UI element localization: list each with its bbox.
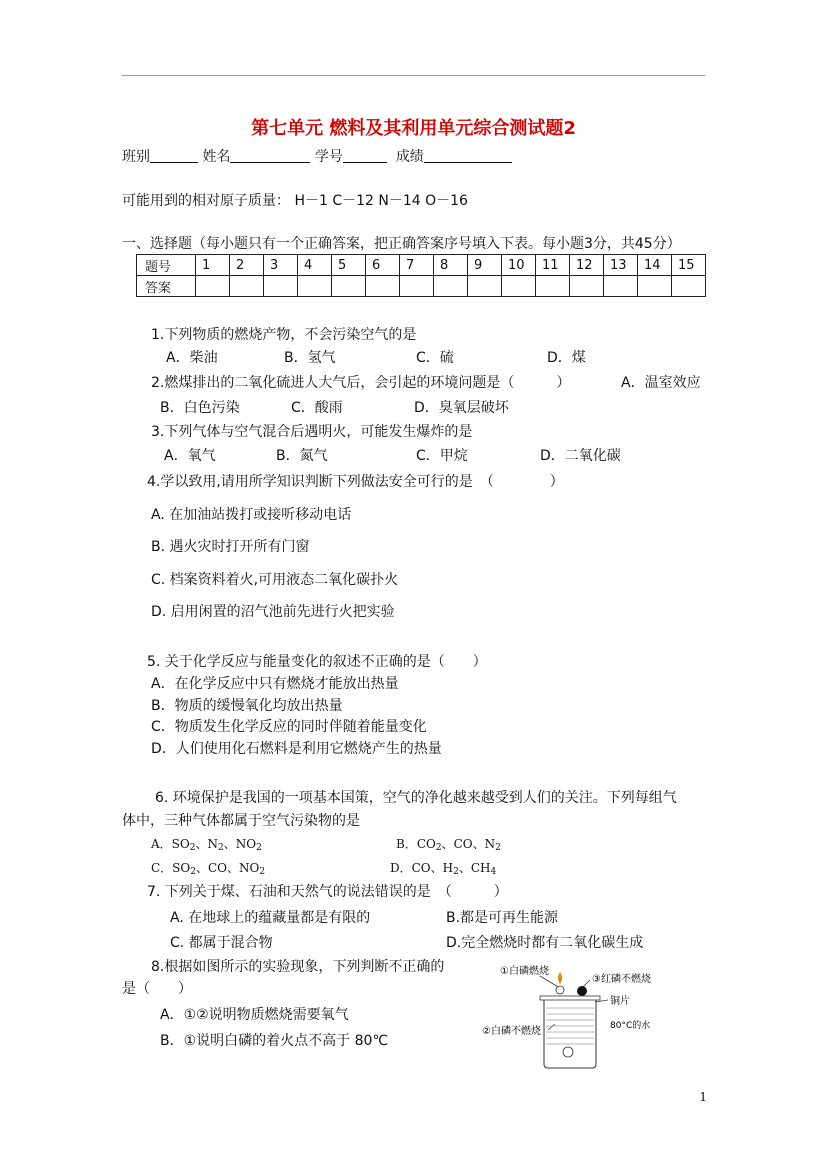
pointer-line xyxy=(548,1024,555,1030)
table-cell-number: 11 xyxy=(536,255,570,276)
q7-option-d: D.完全燃烧时都有二氧化碳生成 xyxy=(446,935,644,951)
name-label: 姓名 xyxy=(202,149,231,165)
white-phosphorus-burning xyxy=(556,986,564,994)
pointer-line xyxy=(540,976,560,988)
q7-option-b: B.都是可再生能源 xyxy=(446,910,559,926)
q6-option-a: A．$SO_2$、$N_2$、$NO_2$ xyxy=(151,837,262,853)
figure-copper-label: 铜片 xyxy=(610,996,630,1007)
q6-option-b: B．$CO_2$、CO、$N_2$ xyxy=(396,837,501,853)
score-label: 成绩 xyxy=(395,149,424,165)
name-blank[interactable] xyxy=(230,148,310,163)
answer-cell[interactable] xyxy=(570,276,604,297)
table-row-answers xyxy=(137,276,706,297)
figure-label-3: ③红磷不燃烧 xyxy=(592,974,651,985)
q4-option-d: D. 启用闲置的沼气池前先进行火把实验 xyxy=(151,604,395,620)
red-phosphorus xyxy=(577,986,587,996)
answer-cell[interactable] xyxy=(536,276,570,297)
score-blank[interactable] xyxy=(424,148,512,163)
answer-cell[interactable] xyxy=(366,276,400,297)
q8-option-b: B．①说明白磷的着火点不高于 80℃ xyxy=(160,1033,389,1049)
q7-option-a: A. 在地球上的蕴藏量都是有限的 xyxy=(170,910,371,926)
q8-stem-line1: 8.根据如图所示的实验现象，下列判断不正确的 xyxy=(151,959,445,975)
q7-option-c: C. 都属于混合物 xyxy=(170,935,273,951)
figure-label-2: ②白磷不燃烧 xyxy=(482,1026,541,1037)
q2-stem: 2.燃煤排出的二氧化硫进人大气后，会引起的环境问题是（ ） xyxy=(151,375,571,391)
header-rule xyxy=(122,75,705,76)
q6-stem-line1: 6. 环境保护是我国的一项基本国策，空气的净化越来越受到人们的关注。下列每组气 xyxy=(155,790,677,806)
q4-stem: 4.学以致用,请用所学知识判断下列做法安全可行的是 （ ） xyxy=(147,474,564,490)
water-lines xyxy=(546,1008,594,1044)
q4-option-a: A. 在加油站拨打或接听移动电话 xyxy=(151,507,352,523)
table-cell-number: 5 xyxy=(332,255,366,276)
table-cell-number: 12 xyxy=(570,255,604,276)
table-row-numbers xyxy=(137,255,706,276)
answer-cell[interactable] xyxy=(604,276,638,297)
table-header-answer: 答案 xyxy=(137,276,196,297)
q3-option-a: A．氧气 xyxy=(164,448,216,464)
table-cell-number: 3 xyxy=(264,255,298,276)
table-cell-number: 13 xyxy=(604,255,638,276)
q5-option-a: A．在化学反应中只有燃烧才能放出热量 xyxy=(151,676,399,692)
q2-option-a: A．温室效应 xyxy=(621,375,701,391)
answer-cell[interactable] xyxy=(264,276,298,297)
table-cell-number: 15 xyxy=(672,255,706,276)
table-cell-number: 7 xyxy=(400,255,434,276)
white-phosphorus-underwater xyxy=(563,1047,573,1057)
q1-option-d: D．煤 xyxy=(547,350,586,366)
atomic-masses: 可能用到的相对原子质量： H－1 C－12 N－14 O－16 xyxy=(122,193,468,209)
q4-option-b: B. 遇火灾时打开所有门窗 xyxy=(151,539,310,555)
q3-option-d: D．二氧化碳 xyxy=(540,448,621,464)
table-cell-number: 6 xyxy=(366,255,400,276)
page-title: 第七单元 燃料及其利用单元综合测试题2 xyxy=(251,118,576,139)
beaker xyxy=(544,1000,596,1068)
answer-table xyxy=(136,254,706,297)
q1-option-a: A．柴油 xyxy=(166,350,218,366)
figure-label-1: ①白磷燃烧 xyxy=(500,966,549,977)
q8-option-a: A．①②说明物质燃烧需要氧气 xyxy=(160,1007,349,1023)
q5-option-c: C．物质发生化学反应的同时伴随着能量变化 xyxy=(151,719,427,735)
q5-stem: 5. 关于化学反应与能量变化的叙述不正确的是（ ） xyxy=(147,654,487,670)
q2-option-b: B．白色污染 xyxy=(160,400,240,416)
table-cell-number: 2 xyxy=(230,255,264,276)
q7-stem: 7. 下列关于煤、石油和天然气的说法错误的是 （ ） xyxy=(147,884,508,900)
table-cell-number: 10 xyxy=(502,255,536,276)
answer-cell[interactable] xyxy=(434,276,468,297)
answer-cell[interactable] xyxy=(638,276,672,297)
q5-option-b: B．物质的缓慢氧化均放出热量 xyxy=(151,698,343,714)
experiment-figure xyxy=(480,960,700,1070)
answer-cell[interactable] xyxy=(332,276,366,297)
class-blank[interactable] xyxy=(150,148,198,163)
table-cell-number: 14 xyxy=(638,255,672,276)
answer-cell[interactable] xyxy=(196,276,230,297)
flame-icon xyxy=(558,972,562,984)
q1-stem: 1.下列物质的燃烧产物，不会污染空气的是 xyxy=(151,327,417,343)
figure-water-label: 80°C的水 xyxy=(610,1021,651,1031)
page-number: 1 xyxy=(699,1090,707,1104)
info-line xyxy=(122,146,512,166)
table-cell-number: 1 xyxy=(196,255,230,276)
id-label: 学号 xyxy=(314,149,343,165)
answer-cell[interactable] xyxy=(502,276,536,297)
table-cell-number: 9 xyxy=(468,255,502,276)
q2-option-c: C．酸雨 xyxy=(291,400,343,416)
table-cell-number: 8 xyxy=(434,255,468,276)
class-label: 班别 xyxy=(122,149,150,165)
q3-option-c: C．甲烷 xyxy=(416,448,468,464)
table-cell-number: 4 xyxy=(298,255,332,276)
answer-cell[interactable] xyxy=(230,276,264,297)
q3-option-b: B．氮气 xyxy=(276,448,328,464)
copper-plate xyxy=(540,996,600,1000)
q2-option-d: D．臭氧层破坏 xyxy=(414,400,509,416)
q1-option-c: C．硫 xyxy=(416,350,454,366)
q6-stem-line2: 体中，三种气体都属于空气污染物的是 xyxy=(122,813,360,829)
q6-option-c: C．$SO_2$、CO、$NO_2$ xyxy=(151,861,266,877)
table-header-number: 题号 xyxy=(137,255,196,276)
q4-option-c: C. 档案资料着火,可用液态二氧化碳扑火 xyxy=(151,572,399,588)
q6-option-d: D．CO、$H_2$、$CH_4$ xyxy=(390,861,497,877)
answer-cell[interactable] xyxy=(672,276,706,297)
q3-stem: 3.下列气体与空气混合后遇明火，可能发生爆炸的是 xyxy=(151,424,473,440)
q5-option-d: D．人们使用化石燃料是利用它燃烧产生的热量 xyxy=(151,741,442,757)
q1-option-b: B．氢气 xyxy=(284,350,336,366)
answer-cell[interactable] xyxy=(468,276,502,297)
answer-cell[interactable] xyxy=(298,276,332,297)
id-blank[interactable] xyxy=(343,148,387,163)
section1-heading: 一、选择题（每小题只有一个正确答案，把正确答案序号填入下表。每小题3分，共45分） xyxy=(122,236,681,252)
answer-cell[interactable] xyxy=(400,276,434,297)
q8-stem-line2: 是（ ） xyxy=(122,981,192,997)
